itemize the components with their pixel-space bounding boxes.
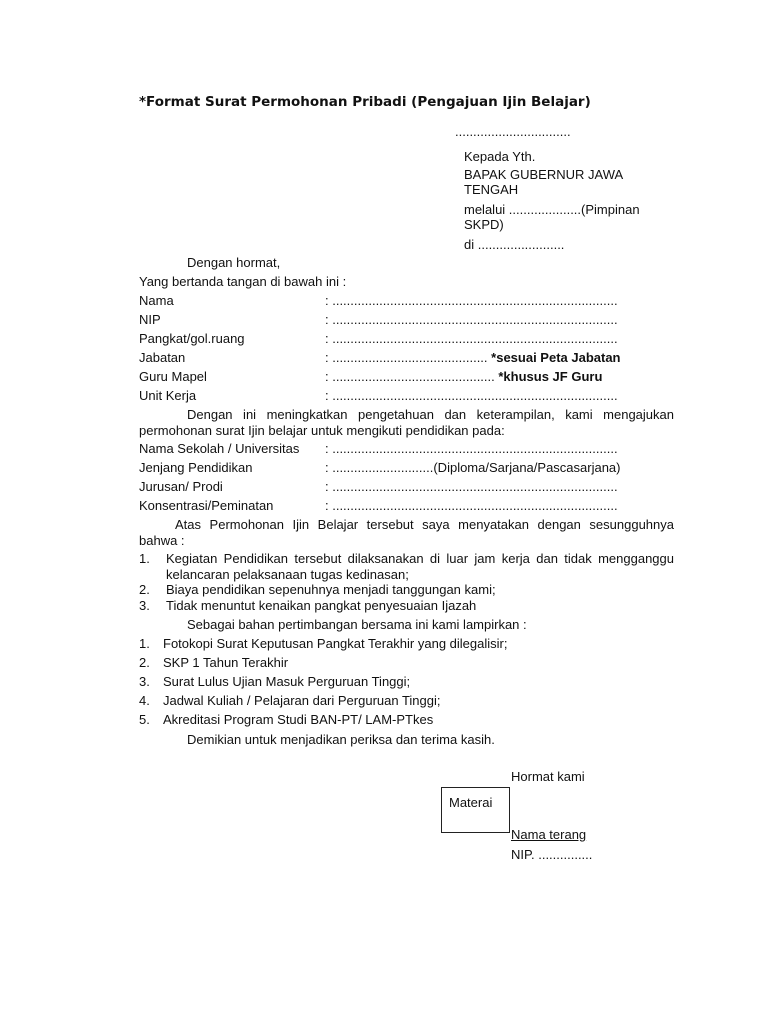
statement-item: Biaya pendidikan sepenuhnya menjadi tanggungan kami; [166,582,496,597]
edu-value-school: : ............................................................................... [325,441,618,456]
attachment-item: Akreditasi Program Studi BAN-PT/ LAM-PTkes [163,712,434,727]
field-value-pangkat: : ............................................................................... [325,331,618,346]
field-label-unit-kerja: Unit Kerja [139,388,197,403]
attachment-item: Fotokopi Surat Keputusan Pangkat Terakhir yang dilegalisir; [163,636,508,651]
recipient-location: di ........................ [464,237,565,252]
greeting: Dengan hormat, [187,255,281,270]
field-label-pangkat: Pangkat/gol.ruang [139,331,245,346]
statement-item: Kegiatan Pendidikan tersebut dilaksanakan di luar jam kerja dan tidak mengganggu kelancaran pelaksanaan tugas kedinasan; [166,551,674,582]
signer-name: Nama terang [511,827,587,842]
field-label-jabatan: Jabatan [139,350,186,365]
field-value-jabatan [325,350,621,366]
field-label-nama: Nama [139,293,174,308]
edu-label-major: Jurusan/ Prodi [139,479,223,494]
attachment-intro: Sebagai bahan pertimbangan bersama ini kami lampirkan : [187,617,527,632]
field-value-unit-kerja: : ............................................................................... [325,388,618,403]
request-paragraph: Dengan ini meningkatkan pengetahuan dan keterampilan, kami mengajukan permohonan surat Ijin belajar untuk mengikuti pendidikan pada: [139,407,674,438]
statement-number: 2. [139,582,150,597]
edu-value-concentration: : ............................................................................... [325,498,618,513]
attachment-number: 1. [139,636,150,651]
attachment-number: 3. [139,674,150,689]
field-label-guru-mapel: Guru Mapel [139,369,207,384]
attachment-number: 2. [139,655,150,670]
recipient-name: BAPAK GUBERNUR JAWA [464,167,624,182]
edu-value-major: : ............................................................................... [325,479,618,494]
attachment-number: 5. [139,712,150,727]
signer-nip: NIP. ............... [511,847,593,862]
recipient-via: melalui ....................(Pimpinan [464,202,640,217]
document-title: *Format Surat Permohonan Pribadi (Pengajuan Ijin Belajar) [139,94,591,110]
field-value-nip: : ............................................................................... [325,312,618,327]
field-note-guru-mapel: *khusus JF Guru [498,369,603,384]
statement-paragraph: Atas Permohonan Ijin Belajar tersebut saya menyatakan dengan sesungguhnya bahwa : [139,517,674,548]
attachment-item: Surat Lulus Ujian Masuk Perguruan Tinggi; [163,674,411,689]
statement-number: 3. [139,598,150,613]
field-label-nip: NIP [139,312,161,327]
statement-item: Tidak menuntut kenaikan pangkat penyesuaian Ijazah [166,598,477,613]
closing-text: Demikian untuk menjadikan periksa dan terima kasih. [187,732,495,747]
regards-text: Hormat kami [511,769,585,784]
edu-label-concentration: Konsentrasi/Peminatan [139,498,274,513]
attachment-number: 4. [139,693,150,708]
recipient-via-cont: SKPD) [464,217,504,232]
recipient-salutation: Kepada Yth. [464,149,536,164]
intro-text: Yang bertanda tangan di bawah ini : [139,274,347,289]
attachment-item: SKP 1 Tahun Terakhir [163,655,289,670]
attachment-item: Jadwal Kuliah / Pelajaran dari Perguruan Tinggi; [163,693,441,708]
field-value-jabatan-dots: : ........................................... [325,350,492,365]
recipient-name-cont: TENGAH [464,182,519,197]
stamp-label: Materai [449,795,493,810]
edu-label-school: Nama Sekolah / Universitas [139,441,300,456]
field-value-guru-mapel-dots: : ............................................. [325,369,499,384]
field-value-nama: : ............................................................................... [325,293,618,308]
statement-number: 1. [139,551,150,566]
place-date-blank: ................................ [455,124,571,139]
field-note-jabatan: *sesuai Peta Jabatan [491,350,621,365]
field-value-guru-mapel [325,369,602,385]
edu-value-level: : ............................(Diploma/Sarjana/Pascasarjana) [325,460,621,475]
edu-label-level: Jenjang Pendidikan [139,460,253,475]
stamp-box [441,787,510,833]
